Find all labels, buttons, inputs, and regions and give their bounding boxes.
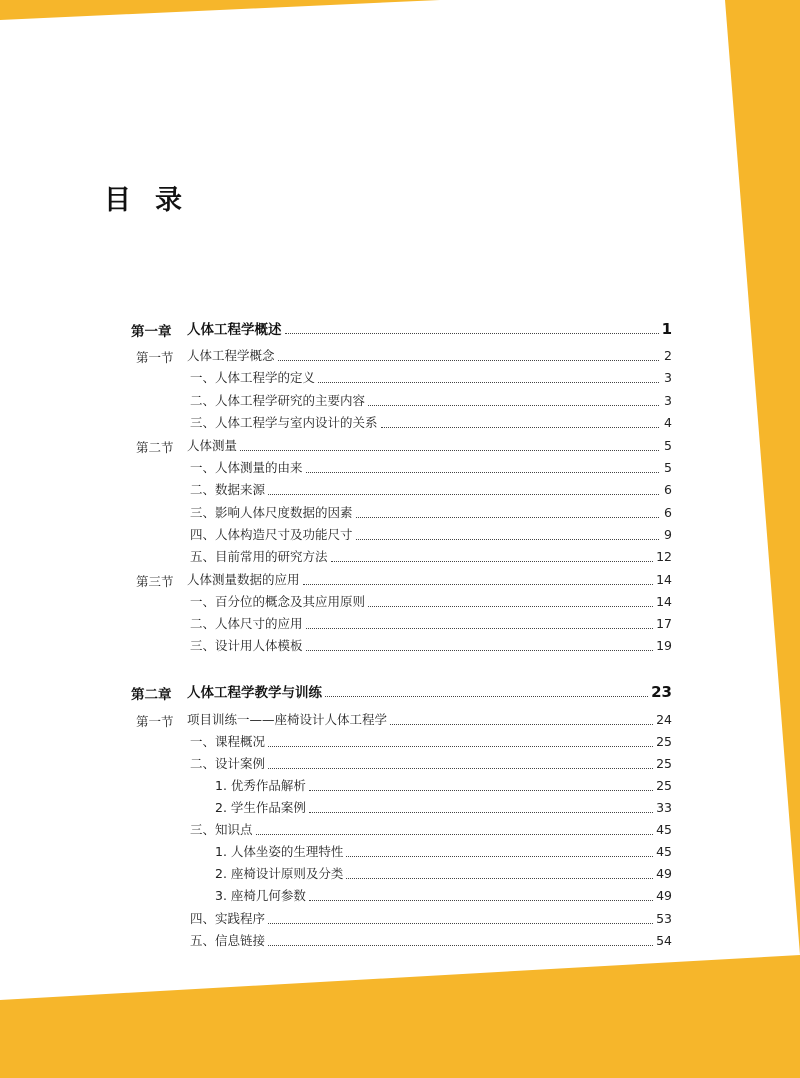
dot-leader: [256, 834, 654, 835]
toc-label: 五、目前常用的研究方法: [190, 549, 328, 564]
toc-item[interactable]: [190, 547, 672, 569]
toc-label: 二、人体尺寸的应用: [190, 616, 303, 631]
toc-label: 人体工程学概述: [187, 322, 282, 338]
toc-label: 一、课程概况: [190, 734, 266, 749]
toc-item[interactable]: [190, 458, 672, 480]
toc-subitem[interactable]: [215, 864, 672, 886]
toc-subitem[interactable]: [215, 842, 672, 864]
toc-label: 二、数据来源: [190, 482, 266, 497]
chapter-1-number: 第一章: [131, 324, 172, 340]
toc-page-number: 17: [656, 616, 672, 631]
dot-leader: [240, 450, 659, 451]
toc-subitem[interactable]: [215, 886, 672, 908]
dot-leader: [318, 382, 659, 383]
page-title: [104, 178, 184, 217]
toc-item[interactable]: [190, 909, 672, 931]
title-char-2: 录: [155, 185, 184, 216]
toc-page-number: 25: [656, 778, 672, 793]
toc-page-number: 23: [651, 683, 672, 701]
toc-page-number: 25: [656, 756, 672, 771]
dot-leader: [285, 333, 659, 334]
toc-item[interactable]: [190, 614, 672, 636]
toc-label: 1. 人体坐姿的生理特性: [215, 844, 344, 859]
dot-leader: [346, 878, 653, 879]
toc-label: 三、影响人体尺度数据的因素: [190, 505, 353, 520]
toc-item[interactable]: [190, 931, 672, 953]
dot-leader: [306, 650, 654, 651]
toc-page-number: 6: [664, 482, 672, 497]
toc-page-number: 33: [656, 800, 672, 815]
toc-label: 四、人体构造尺寸及功能尺寸: [190, 527, 353, 542]
toc-section[interactable]: [187, 710, 672, 732]
toc-chapter-1[interactable]: [187, 318, 672, 342]
dot-leader: [346, 856, 653, 857]
toc-page-number: 54: [656, 933, 672, 948]
dot-leader: [356, 539, 659, 540]
dot-leader: [331, 561, 654, 562]
toc-label: 3. 座椅几何参数: [215, 888, 306, 903]
toc-label: 二、设计案例: [190, 756, 266, 771]
toc-page-number: 5: [664, 438, 672, 453]
toc-label: 四、实践程序: [190, 911, 266, 926]
toc-section[interactable]: [187, 570, 672, 592]
dot-leader: [368, 405, 659, 406]
section-number: 第一节: [136, 714, 174, 729]
section-number: 第三节: [136, 574, 174, 589]
dot-leader: [306, 472, 659, 473]
toc-page-number: 14: [656, 572, 672, 587]
toc-label: 项目训练一——座椅设计人体工程学: [187, 712, 388, 727]
dot-leader: [268, 494, 659, 495]
toc-label: 三、知识点: [190, 822, 253, 837]
toc-item[interactable]: [190, 413, 672, 435]
toc-label: 1. 优秀作品解析: [215, 778, 306, 793]
dot-leader: [356, 517, 659, 518]
toc-label: 二、人体工程学研究的主要内容: [190, 393, 366, 408]
toc-page-number: 49: [656, 888, 672, 903]
chapter-2-number: 第二章: [131, 687, 172, 703]
toc-item[interactable]: [190, 636, 672, 658]
dot-leader: [309, 812, 653, 813]
dot-leader: [381, 427, 659, 428]
toc-item[interactable]: [190, 525, 672, 547]
toc-label: 2. 学生作品案例: [215, 800, 306, 815]
toc-page-number: 9: [664, 527, 672, 542]
toc-page-number: 24: [656, 712, 672, 727]
toc-page-number: 3: [664, 370, 672, 385]
toc-label: 人体工程学教学与训练: [187, 685, 322, 701]
dot-leader: [268, 945, 653, 946]
dot-leader: [390, 724, 653, 725]
toc-label: 人体测量: [187, 438, 238, 453]
toc-label: 2. 座椅设计原则及分类: [215, 866, 344, 881]
toc-label: 一、人体工程学的定义: [190, 370, 316, 385]
dot-leader: [278, 360, 659, 361]
toc-item[interactable]: [190, 592, 672, 614]
toc-item[interactable]: [190, 732, 672, 754]
toc-page-number: 5: [664, 460, 672, 475]
toc-label: 人体测量数据的应用: [187, 572, 300, 587]
dot-leader: [309, 790, 653, 791]
toc-label: 三、人体工程学与室内设计的关系: [190, 415, 378, 430]
toc-page-number: 2: [664, 348, 672, 363]
toc-label: 五、信息链接: [190, 933, 266, 948]
toc-item[interactable]: [190, 503, 672, 525]
toc-section[interactable]: [187, 346, 672, 368]
toc-page-number: 25: [656, 734, 672, 749]
toc-page-number: 45: [656, 844, 672, 859]
toc-label: 三、设计用人体模板: [190, 638, 303, 653]
dot-leader: [368, 606, 653, 607]
toc-item[interactable]: [190, 480, 672, 502]
toc-subitem[interactable]: [215, 776, 672, 798]
toc-item[interactable]: [190, 820, 672, 842]
dot-leader: [268, 768, 653, 769]
toc-page-number: 53: [656, 911, 672, 926]
toc-page-number: 6: [664, 505, 672, 520]
toc-page-number: 1: [661, 320, 672, 338]
toc-page-number: 49: [656, 866, 672, 881]
toc-label: 一、百分位的概念及其应用原则: [190, 594, 366, 609]
toc-label: 人体工程学概念: [187, 348, 275, 363]
toc-page-number: 14: [656, 594, 672, 609]
dot-leader: [309, 900, 653, 901]
toc-page-number: 3: [664, 393, 672, 408]
toc-page-number: 19: [656, 638, 672, 653]
toc-subitem[interactable]: [215, 798, 672, 820]
toc-item[interactable]: [190, 754, 672, 776]
toc-page-number: 12: [656, 549, 672, 564]
dot-leader: [303, 584, 654, 585]
dot-leader: [306, 628, 654, 629]
title-char-1: 目: [104, 185, 133, 216]
toc-item[interactable]: [190, 391, 672, 413]
toc-chapter-2[interactable]: [187, 681, 672, 705]
dot-leader: [268, 746, 653, 747]
toc-page-number: 4: [664, 415, 672, 430]
toc-section[interactable]: [187, 436, 672, 458]
section-number: 第一节: [136, 350, 174, 365]
toc-page-number: 45: [656, 822, 672, 837]
dot-leader: [268, 923, 653, 924]
section-number: 第二节: [136, 440, 174, 455]
toc-label: 一、人体测量的由来: [190, 460, 303, 475]
toc-item[interactable]: [190, 368, 672, 390]
dot-leader: [325, 696, 648, 697]
